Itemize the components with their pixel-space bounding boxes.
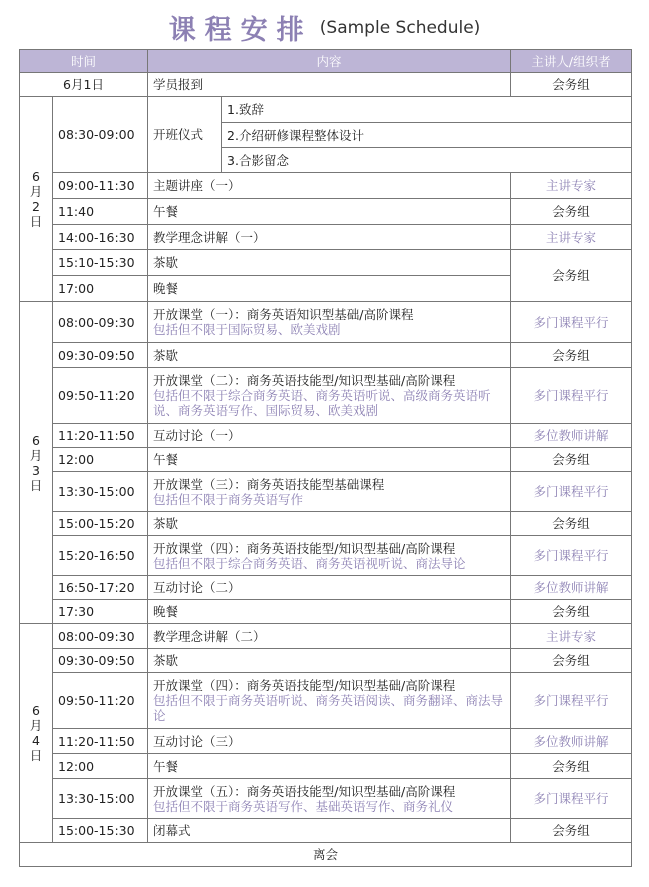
day2-opening-time: 08:30-09:00	[53, 97, 148, 173]
content-cell: 互动讨论（二）	[148, 576, 511, 600]
host-cell: 会务组	[511, 600, 632, 624]
day2-opening-item: 2.介绍研修课程整体设计	[222, 123, 632, 148]
time-cell: 16:50-17:20	[53, 576, 148, 600]
farewell-cell: 离会	[20, 843, 632, 867]
day4-date: 6 月 4 日	[20, 624, 53, 843]
time-cell: 09:30-09:50	[53, 649, 148, 673]
host-cell: 会务组	[511, 250, 632, 302]
time-cell: 15:20-16:50	[53, 536, 148, 576]
table-row	[20, 448, 632, 472]
table-row	[20, 843, 632, 867]
table-row	[20, 302, 632, 343]
table-row	[20, 779, 632, 819]
table-row	[20, 343, 632, 368]
time-cell: 14:00-16:30	[53, 225, 148, 250]
time-cell: 09:50-11:20	[53, 673, 148, 729]
host-cell: 会务组	[511, 199, 632, 225]
table-row	[20, 97, 632, 123]
time-cell: 12:00	[53, 754, 148, 779]
content-cell: 闭幕式	[148, 819, 511, 843]
content-cell: 午餐	[148, 448, 511, 472]
day2-opening-name: 开班仪式	[148, 97, 222, 173]
host-cell: 会务组	[511, 512, 632, 536]
host-cell: 会务组	[511, 649, 632, 673]
host-cell: 主讲专家	[511, 624, 632, 649]
table-row	[20, 536, 632, 576]
header-time: 时间	[20, 50, 148, 73]
content-cell: 互动讨论（一）	[148, 424, 511, 448]
day2-opening-item: 3.合影留念	[222, 148, 632, 173]
content-cell: 晚餐	[148, 276, 511, 302]
content-cell: 主题讲座（一）	[148, 173, 511, 199]
schedule-table	[19, 49, 632, 867]
time-cell: 11:40	[53, 199, 148, 225]
host-cell: 多门课程平行	[511, 302, 632, 343]
table-row	[20, 424, 632, 448]
host-cell: 多门课程平行	[511, 368, 632, 424]
content-cell: 晚餐	[148, 600, 511, 624]
table-row	[20, 819, 632, 843]
day2-date: 6 月 2 日	[20, 97, 53, 302]
time-cell: 11:20-11:50	[53, 729, 148, 754]
table-row	[20, 225, 632, 250]
day1-host: 会务组	[511, 73, 632, 97]
time-cell: 17:30	[53, 600, 148, 624]
host-cell: 多门课程平行	[511, 536, 632, 576]
time-cell: 09:50-11:20	[53, 368, 148, 424]
table-row	[20, 729, 632, 754]
title-english: (Sample Schedule)	[319, 17, 481, 38]
title-chinese: 课程安排	[168, 15, 313, 46]
host-cell: 会务组	[511, 343, 632, 368]
table-row	[20, 173, 632, 199]
content-cell: 互动讨论（三）	[148, 729, 511, 754]
table-row	[20, 368, 632, 424]
host-cell: 主讲专家	[511, 173, 632, 199]
time-cell: 08:00-09:30	[53, 302, 148, 343]
host-cell: 会务组	[511, 448, 632, 472]
page-title	[0, 8, 649, 47]
day3-date: 6 月 3 日	[20, 302, 53, 624]
content-cell: 茶歇	[148, 512, 511, 536]
content-cell: 茶歇	[148, 250, 511, 276]
time-cell: 15:00-15:30	[53, 819, 148, 843]
time-cell: 17:00	[53, 276, 148, 302]
header-content: 内容	[148, 50, 511, 73]
content-cell: 教学理念讲解（一）	[148, 225, 511, 250]
table-row	[20, 250, 632, 276]
day1-content: 学员报到	[148, 73, 511, 97]
content-cell: 午餐	[148, 754, 511, 779]
header-host: 主讲人/组织者	[511, 50, 632, 73]
content-cell: 开放课堂（五）：商务英语技能型/知识型基础/高阶课程 包括但不限于商务英语写作、基础英语写作、商务礼仪	[148, 779, 511, 819]
time-cell: 08:00-09:30	[53, 624, 148, 649]
host-cell: 多门课程平行	[511, 779, 632, 819]
host-cell: 会务组	[511, 754, 632, 779]
time-cell: 09:00-11:30	[53, 173, 148, 199]
table-row	[20, 600, 632, 624]
table-row	[20, 73, 632, 97]
table-row	[20, 673, 632, 729]
host-cell: 多门课程平行	[511, 673, 632, 729]
table-row	[20, 199, 632, 225]
time-cell: 11:20-11:50	[53, 424, 148, 448]
content-cell: 午餐	[148, 199, 511, 225]
table-row	[20, 576, 632, 600]
time-cell: 12:00	[53, 448, 148, 472]
header-row	[20, 50, 632, 73]
time-cell: 13:30-15:00	[53, 472, 148, 512]
time-cell: 13:30-15:00	[53, 779, 148, 819]
time-cell: 15:00-15:20	[53, 512, 148, 536]
table-row	[20, 649, 632, 673]
host-cell: 主讲专家	[511, 225, 632, 250]
host-cell: 多位教师讲解	[511, 729, 632, 754]
content-cell: 茶歇	[148, 343, 511, 368]
host-cell: 会务组	[511, 819, 632, 843]
content-cell: 茶歇	[148, 649, 511, 673]
table-row	[20, 624, 632, 649]
host-cell: 多位教师讲解	[511, 576, 632, 600]
content-cell: 开放课堂（四）：商务英语技能型/知识型基础/高阶课程 包括但不限于商务英语听说、商务英语阅读、商务翻译、商法导论	[148, 673, 511, 729]
time-cell: 09:30-09:50	[53, 343, 148, 368]
host-cell: 多门课程平行	[511, 472, 632, 512]
content-cell: 开放课堂（三）：商务英语技能型基础课程 包括但不限于商务英语写作	[148, 472, 511, 512]
content-cell: 开放课堂（一）：商务英语知识型基础/高阶课程 包括但不限于国际贸易、欧美戏剧	[148, 302, 511, 343]
content-cell: 教学理念讲解（二）	[148, 624, 511, 649]
day2-opening-item: 1.致辞	[222, 97, 632, 123]
table-row	[20, 754, 632, 779]
time-cell: 15:10-15:30	[53, 250, 148, 276]
content-cell: 开放课堂（四）：商务英语技能型/知识型基础/高阶课程 包括但不限于综合商务英语、商务英语视听说、商法导论	[148, 536, 511, 576]
table-row	[20, 472, 632, 512]
host-cell: 多位教师讲解	[511, 424, 632, 448]
content-cell: 开放课堂（二）：商务英语技能型/知识型基础/高阶课程 包括但不限于综合商务英语、商务英语听说、高级商务英语听说、商务英语写作、国际贸易、欧美戏剧	[148, 368, 511, 424]
day1-date: 6月1日	[20, 73, 148, 97]
table-row	[20, 512, 632, 536]
